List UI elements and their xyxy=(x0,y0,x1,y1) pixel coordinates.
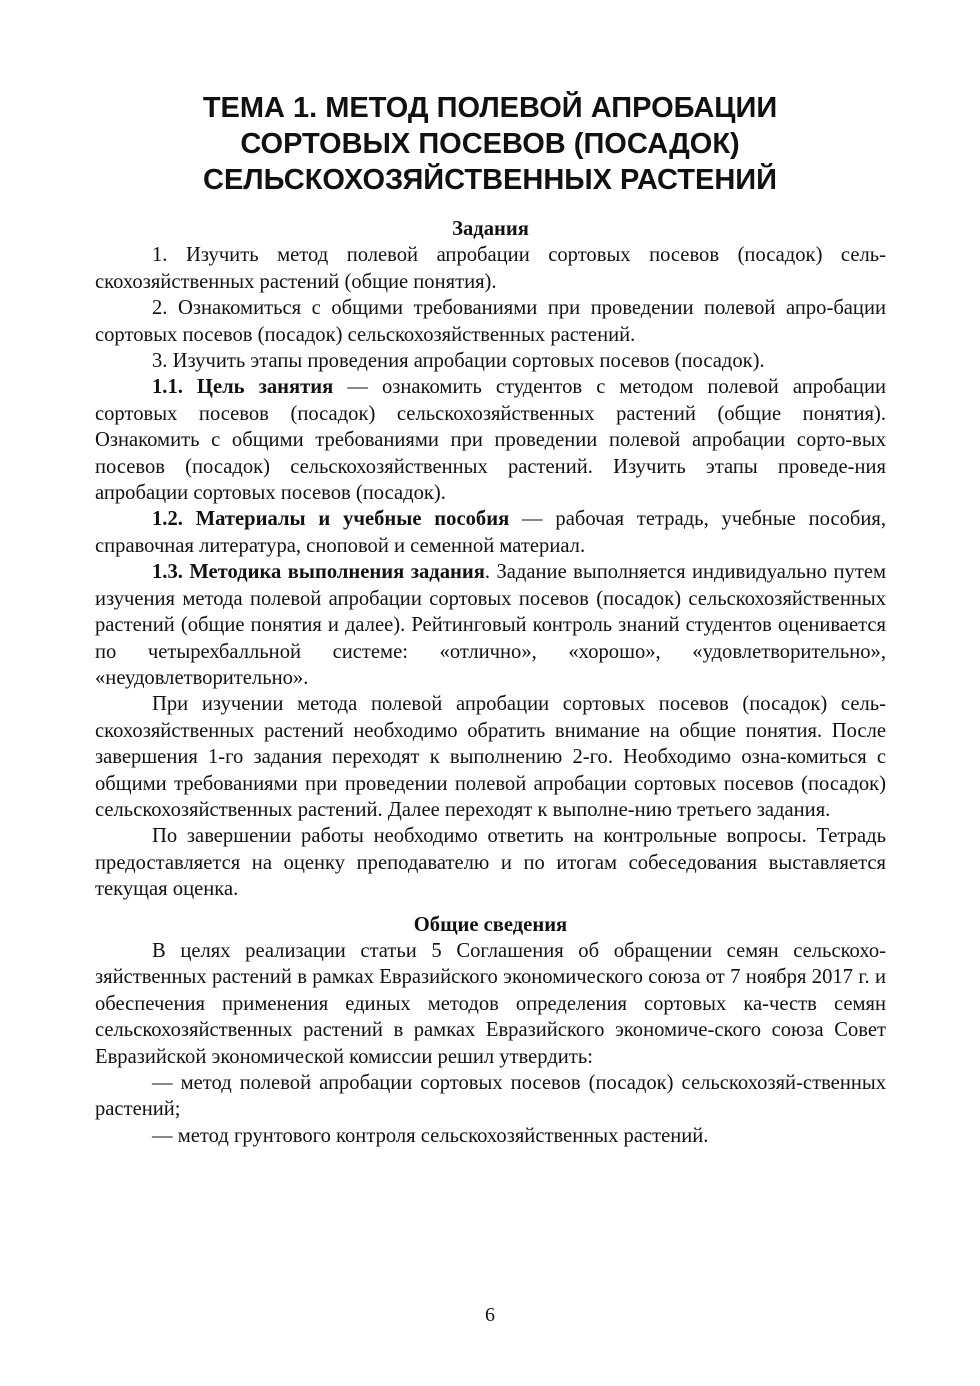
general-paragraph-1: В целях реализации статьи 5 Соглашения об обращении семян сельскохо-зяйственных растений в рамках Евразийского экономического союза от 7 ноября 2017 г. и обеспечения применения единых методов определения сортовых ка-честв семян сельскохозяйственных растений в рамках Евразийского экономиче-ского союза Совет Евразийской экономической комиссии решил утвердить: xyxy=(95,939,886,1068)
general-paragraph-2: — метод полевой апробации сортовых посевов (посадок) сельскохозяй-ственных растений; xyxy=(95,1072,886,1121)
section-materials-text: — рабочая тетрадь, учебные пособия, справочная литература, сноповой и семенной материал. xyxy=(95,508,886,557)
tasks-heading: Задания xyxy=(452,218,529,240)
task-item-2: 2. Ознакомиться с общими требованиями при проведении полевой апро-бации сортовых посевов (посадок) сельскохозяйственных растений. xyxy=(95,297,886,346)
section-goal xyxy=(95,374,886,506)
title-line-1: ТЕМА 1. МЕТОД ПОЛЕВОЙ АПРОБАЦИИ xyxy=(202,92,778,124)
task-item-1: 1. Изучить метод полевой апробации сортовых посевов (посадок) сель-скохозяйственных растений (общие понятия). xyxy=(95,244,886,293)
general-paragraph-3: — метод грунтового контроля сельскохозяйственных растений. xyxy=(152,1124,709,1147)
paragraph-1: При изучении метода полевой апробации сортовых посевов (посадок) сель-скохозяйственных растений необходимо обратить внимание на общие понятия. После завершения 1-го задания переходят к выполнению 2-го. Необходимо озна-комиться с общими требованиями при проведении полевой апробации сортовых посевов (посадок) сельскохозяйственных растений. Далее переходят к выполне-нию третьего задания. xyxy=(95,693,886,821)
paragraph-2: По завершении работы необходимо ответить на контрольные вопросы. Тетрадь предоставляется на оценку преподавателю и по итогам собеседования выставляется текущая оценка. xyxy=(95,825,886,901)
section-goal-text: — ознакомить студентов с методом полевой апробации сортовых посевов (посадок) сельскохозяйственных растений (общие понятия). Ознакомить с общими требованиями при проведении полевой апробации сорто-вых посевов (посадок) сельскохозяйственных растений. Изучить этапы проведе-ния апробации сортовых посевов (посадок). xyxy=(95,376,886,505)
section-method xyxy=(95,559,886,691)
document-body xyxy=(95,216,886,1149)
title-line-3: СЕЛЬСКОХОЗЯЙСТВЕННЫХ РАСТЕНИЙ xyxy=(203,164,777,196)
title-line-2: СОРТОВЫХ ПОСЕВОВ (ПОСАДОК) xyxy=(240,128,740,160)
section-materials xyxy=(95,506,886,559)
section-method-text: . Задание выполняется индивидуально путем изучения метода полевой апробации сортовых посевов (посадок) сельскохозяйственных растений (общие понятия и далее). Рейтинговый контроль знаний студентов оценивается по четырехбалльной системе: «отлично», «хорошо», «удовлетворительно», «неудовлетворительно». xyxy=(95,561,886,689)
general-heading: Общие сведения xyxy=(413,913,568,936)
task-item-3: 3. Изучить этапы проведения апробации сортовых посевов (посадок). xyxy=(152,350,765,373)
section-method-label: 1.3. Методика выполнения задания xyxy=(152,561,485,584)
section-goal-label: 1.1. Цель занятия xyxy=(152,376,334,399)
section-materials-label: 1.2. Материалы и учебные пособия xyxy=(152,508,510,531)
page-number: 6 xyxy=(485,1304,495,1326)
page-title xyxy=(80,90,900,198)
